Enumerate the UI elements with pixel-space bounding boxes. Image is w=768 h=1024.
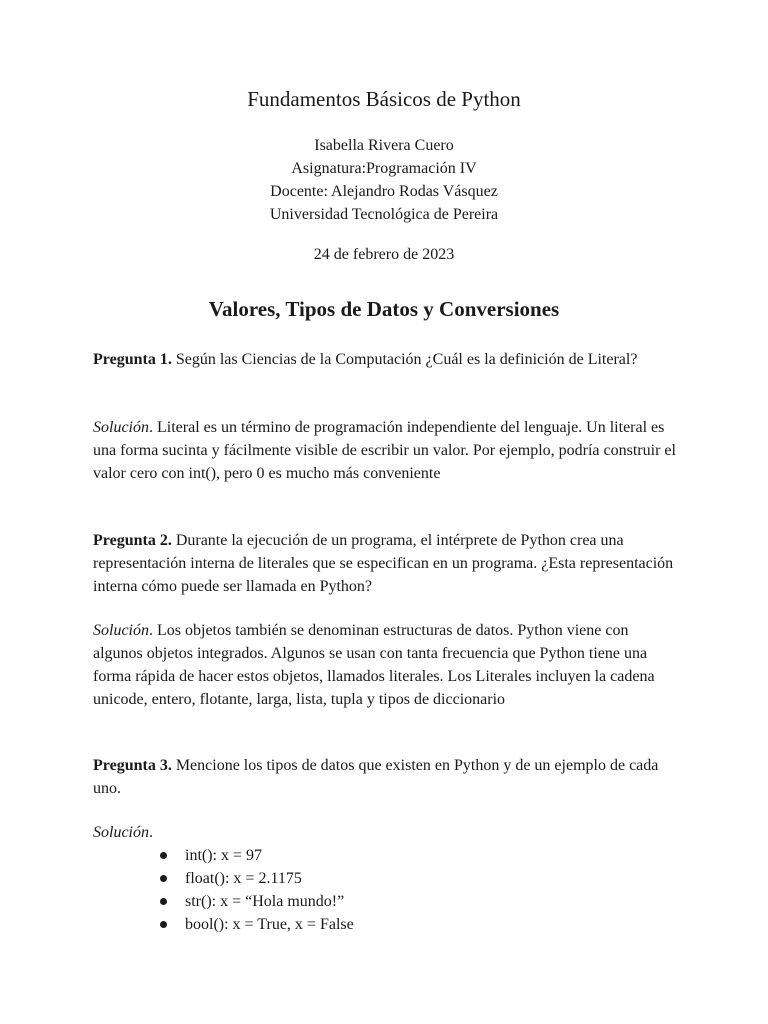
question-text: Según las Ciencias de la Computación ¿Cuál es la definición de Literal? — [171, 351, 638, 368]
list-item — [160, 844, 354, 867]
question-1 — [93, 348, 677, 371]
list-item — [160, 890, 354, 913]
list-item-text: int(): x = 97 — [185, 847, 263, 864]
list-item-text: float(): x = 2.1175 — [185, 870, 302, 887]
solution-text: . Literal es un término de programación independiente del lenguaje. Un literal es una forma sucinta y fácilmente visible de escribir un valor. Por ejemplo, podría construir el valor cero con int(), pero 0 es mucho más conveniente — [93, 419, 676, 482]
question-text: Durante la ejecución de un programa, el intérprete de Python crea una representación interna de literales que se especifican en un programa. ¿Esta representación interna cómo puede ser llamada en Python? — [93, 532, 674, 595]
solution-1 — [93, 416, 677, 485]
list-item-text: bool(): x = True, x = False — [185, 916, 354, 933]
question-label: Pregunta 3. — [93, 757, 172, 774]
bullet-icon — [160, 898, 167, 905]
list-item-text: str(): x = “Hola mundo!” — [185, 893, 345, 910]
author-block — [0, 134, 768, 226]
author-name: Isabella Rivera Cuero — [314, 137, 454, 154]
section-title: Valores, Tipos de Datos y Conversiones — [208, 297, 560, 321]
bullet-icon — [160, 875, 167, 882]
solution-label: Solución — [93, 824, 149, 841]
solution-label: Solución — [93, 622, 149, 639]
question-label: Pregunta 1. — [93, 351, 172, 368]
question-text: Mencione los tipos de datos que existen en Python y de un ejemplo de cada uno. — [93, 757, 659, 797]
question-label: Pregunta 2. — [93, 532, 172, 549]
bullet-icon — [160, 921, 167, 928]
subject-line: Asignatura:Programación IV — [291, 160, 477, 177]
teacher-line: Docente: Alejandro Rodas Vásquez — [270, 183, 498, 200]
question-3 — [93, 754, 677, 800]
data-type-examples-list — [160, 844, 354, 936]
solution-2 — [93, 619, 677, 711]
solution-text: . — [149, 824, 153, 841]
solution-text: . Los objetos también se denominan estructuras de datos. Python viene con algunos objetos integrados. Algunos se usan con tanta frecuencia que Python tiene una forma rápida de hacer estos objetos, llamados literales. Los Literales incluyen la cadena unicode, entero, flotante, larga, lista, tupla y tipos de diccionario — [93, 622, 655, 708]
document-date: 24 de febrero de 2023 — [313, 246, 455, 263]
solution-label: Solución — [93, 419, 149, 436]
university-line: Universidad Tecnológica de Pereira — [269, 206, 499, 223]
question-2 — [93, 529, 677, 598]
list-item — [160, 867, 354, 890]
solution-3 — [93, 821, 677, 844]
bullet-icon — [160, 852, 167, 859]
document-title: Fundamentos Básicos de Python — [247, 87, 521, 111]
list-item — [160, 913, 354, 936]
